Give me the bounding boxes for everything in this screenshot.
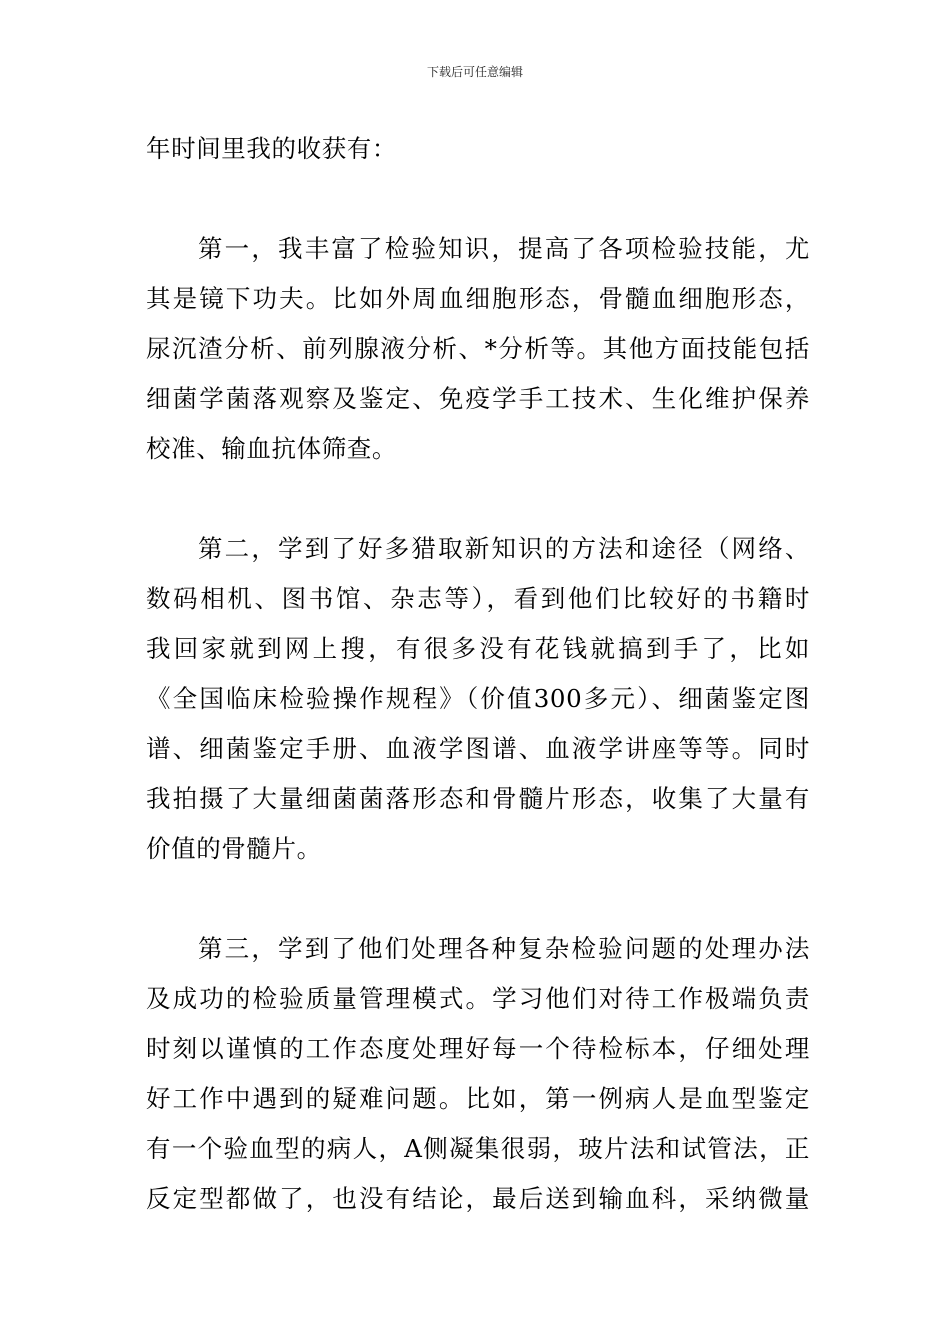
text-line: 反定型都做了，也没有结论，最后送到输血科，采纳微量	[146, 1184, 810, 1213]
text-line: 我回家就到网上搜，有很多没有花钱就搞到手了，比如	[146, 634, 810, 663]
document-body	[146, 124, 810, 1224]
text-line: 第三，学到了他们处理各种复杂检验问题的处理办法	[198, 934, 810, 963]
text-line: 其是镜下功夫。比如外周血细胞形态，骨髓血细胞形态，	[146, 284, 810, 313]
paragraph-gap	[146, 874, 810, 924]
text-line: 第二，学到了好多猎取新知识的方法和途径（网络、	[198, 534, 810, 563]
text-line: 及成功的检验质量管理模式。学习他们对待工作极端负责	[146, 984, 810, 1013]
text-line: 好工作中遇到的疑难问题。比如，第一例病人是血型鉴定	[146, 1084, 810, 1113]
text-line: 校准、输血抗体筛查。	[146, 434, 397, 463]
text-line: 数码相机、图书馆、杂志等），看到他们比较好的书籍时	[146, 584, 810, 613]
text-line: 第一，我丰富了检验知识，提高了各项检验技能，尤	[198, 234, 810, 263]
text-line: 谱、细菌鉴定手册、血液学图谱、血液学讲座等等。同时	[146, 734, 810, 763]
paragraph-second	[146, 524, 810, 874]
paragraph-first	[146, 224, 810, 474]
paragraph-third	[146, 924, 810, 1224]
text-line: 尿沉渣分析、前列腺液分析、*分析等。其他方面技能包括	[146, 334, 810, 363]
page-header: 下载后可任意编辑	[426, 65, 523, 79]
paragraph-intro	[146, 124, 810, 174]
text-line: 价值的骨髓片。	[146, 834, 322, 863]
text-line: 时刻以谨慎的工作态度处理好每一个待检标本，仔细处理	[146, 1034, 810, 1063]
text-line: 我拍摄了大量细菌菌落形态和骨髓片形态，收集了大量有	[146, 784, 810, 813]
paragraph-gap	[146, 474, 810, 524]
text-line: 细菌学菌落观察及鉴定、免疫学手工技术、生化维护保养	[146, 384, 810, 413]
text-line: 《全国临床检验操作规程》（价值300多元）、细菌鉴定图	[146, 684, 810, 713]
paragraph-gap	[146, 174, 810, 224]
text-line: 有一个验血型的病人，A侧凝集很弱，玻片法和试管法，正	[146, 1134, 810, 1163]
text-line: 年时间里我的收获有：	[146, 134, 397, 163]
